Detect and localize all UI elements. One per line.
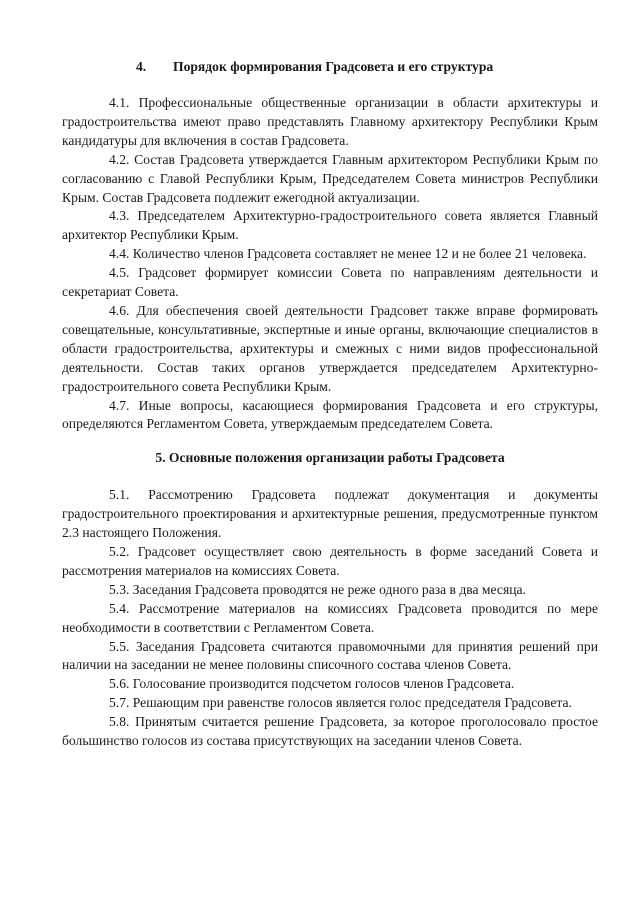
section-4-number: 4. — [136, 59, 147, 74]
paragraph-5-1: 5.1. Рассмотрению Градсовета подлежат документация и документы градостроительного проектирования и архитектурные решения, предусмотренные пунктом 2.3 настоящего Положения. — [62, 487, 598, 541]
paragraph-5-3: 5.3. Заседания Градсовета проводятся не реже одного раза в два месяца. — [109, 581, 526, 597]
section-4-heading — [62, 58, 598, 75]
paragraph-4-6: 4.6. Для обеспечения своей деятельности Градсовет также вправе формировать совещательные, консультативные, экспертные и иные органы, включающие специалистов в области градостроительства, архитектуры и смежных с ними видов профессиональной деятельности. Состав таких органов утверждается председателем Архитектурно-градостроительного совета Республики Крым. — [62, 302, 598, 394]
paragraph-4-4: 4.4. Количество членов Градсовета составляет не менее 12 и не более 21 человека. — [109, 246, 587, 262]
section-4-title: Порядок формирования Градсовета и его структура — [173, 59, 494, 74]
paragraph-5-7: 5.7. Решающим при равенстве голосов является голос председателя Градсовета. — [109, 695, 572, 711]
paragraph-5-2: 5.2. Градсовет осуществляет свою деятельность в форме заседаний Совета и рассмотрения материалов на комиссиях Совета. — [62, 544, 598, 578]
paragraph-4-2: 4.2. Состав Градсовета утверждается Главным архитектором Республики Крым по согласованию с Главой Республики Крым, Председателем Совета министров Республики Крым. Состав Градсовета подлежит ежегодной актуализации. — [62, 151, 598, 205]
paragraph-5-6: 5.6. Голосование производится подсчетом голосов членов Градсовета. — [109, 676, 515, 692]
paragraph-5-8: 5.8. Принятым считается решение Градсовета, за которое проголосовало простое большинство голосов из состава присутствующих на заседании членов Совета. — [62, 714, 598, 749]
paragraph-5-5: 5.5. Заседания Градсовета считаются правомочными для принятия решений при наличии на заседании не менее половины списочного состава членов Совета. — [62, 638, 598, 673]
paragraph-4-3: 4.3. Председателем Архитектурно-градостроительного совета является Главный архитектор Республики Крым. — [62, 208, 598, 243]
paragraph-5-4: 5.4. Рассмотрение материалов на комиссиях Градсовета проводится по мере необходимости в соответствии с Регламентом Совета. — [62, 600, 598, 635]
section-5-heading: 5. Основные положения организации работы Градсовета — [155, 450, 505, 466]
paragraph-4-5: 4.5. Градсовет формирует комиссии Совета по направлениям деятельности и секретариат Совета. — [62, 265, 598, 300]
section-5-body — [62, 486, 598, 751]
section-4-body — [62, 94, 598, 434]
paragraph-4-7: 4.7. Иные вопросы, касающиеся формирования Градсовета и его структуры, определяются Регламентом Совета, утверждаемым председателем Совета. — [62, 397, 598, 432]
document-page — [62, 58, 598, 751]
paragraph-4-1: 4.1. Профессиональные общественные организации в области архитектуры и градостроительства имеют право представлять Главному архитектору Республики Крым кандидатуры для включения в состав Градсовета. — [62, 95, 598, 148]
